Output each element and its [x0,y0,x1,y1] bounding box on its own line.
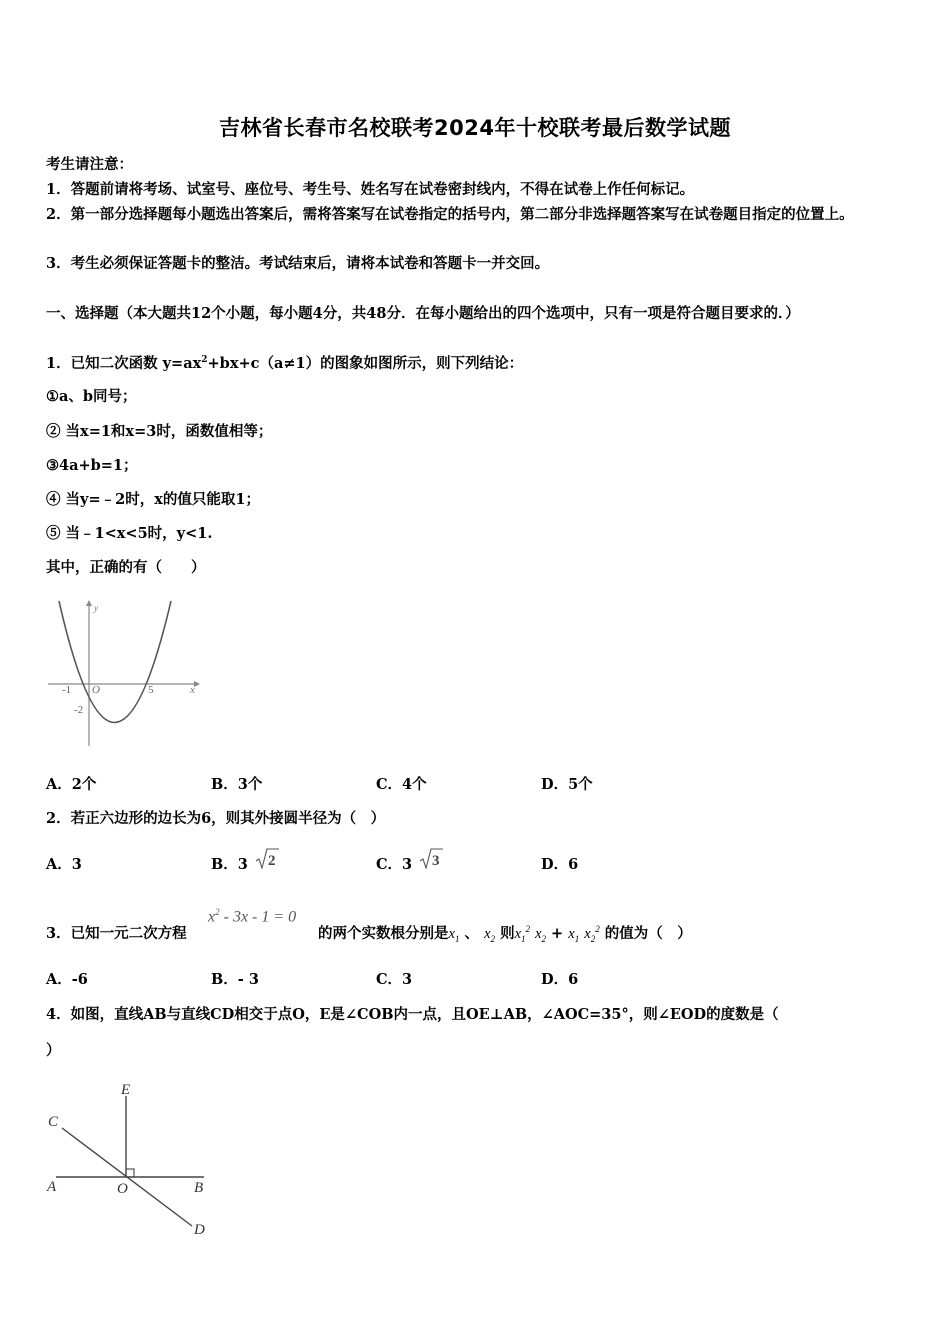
q3-plus: + [546,925,569,942]
q3-x2: x [484,926,491,942]
point-c-label: C [48,1114,59,1130]
q1-statement-5: ⑤ 当﹣1<x<5时，y<1. [46,525,213,542]
q3-option-d: D．6 [541,971,579,988]
q1-option-c: C．4个 [376,776,427,793]
q2-option-c-text: C．3 [376,856,413,873]
q3-stem [318,922,692,944]
sqrt-3-radicand: 3 [432,853,440,869]
origin-label: O [92,684,100,696]
notice-item-1: 1．答题前请将考场、试室号、座位号、考生号、姓名写在试卷密封线内，不得在试卷上作任何标记。 [46,181,695,198]
q2-option-b [211,853,279,876]
q3-expr4: x [584,926,591,942]
point-b-label: B [194,1180,204,1196]
q1-option-a: A．2个 [46,776,97,793]
sqrt-sign-icon [419,848,443,870]
q1-stem-b: +bx+c（a≠1）的图象如图所示，则下列结论： [207,355,524,372]
notice-item-3: 3．考生必须保证答题卡的整洁。考试结束后，请将本试卷和答题卡一并交回。 [46,255,550,272]
sqrt-3 [419,848,443,870]
page-title: 吉林省长春市名校联考2024年十校联考最后数学试题 [219,116,731,140]
q3-expr4-sup: 2 [595,924,600,935]
q3-x1-sub: 1 [454,933,460,944]
q3-option-c: C．3 [376,971,413,988]
y-axis-arrow [86,600,92,606]
q4-stem-line1: 4．如图，直线AB与直线CD相交于点O，E是∠COB内一点，且OE⊥AB，∠AOC=35°，则∠EOD的度数是（ [46,1006,779,1023]
point-o-label: O [117,1181,128,1197]
q3-option-a: A．-6 [46,971,88,988]
q3-eq-rest: - 3x - 1 = 0 [219,908,297,926]
q3-sep: 、 [464,925,479,942]
parabola-graph [46,596,206,752]
q3-x1: x [448,926,455,942]
q3-post: 的值为（ ） [604,925,692,942]
q3-expr1-sup: 2 [525,924,530,935]
q3-stem-mid: 的两个实数根分别是 [318,925,449,942]
q3-equation [208,907,296,926]
q1-option-b: B．3个 [211,776,263,793]
q2-option-b-text: B．3 [211,856,248,873]
point-a-label: A [47,1179,57,1195]
q3-expr3: x [568,926,575,942]
q1-stem [46,352,523,373]
q2-option-c [376,853,443,876]
point-e-label: E [121,1082,131,1098]
lines-diagram [44,1076,214,1242]
q1-stem-a: 1．已知二次函数 y=ax [46,355,202,372]
q3-expr3-sub: 1 [574,933,580,944]
right-angle-mark [126,1169,134,1177]
q3-expr1-sub: 1 [521,933,526,944]
q4-stem-line2: ） [46,1042,61,1059]
q3-expr4-sub: 2 [590,933,596,944]
q1-stem-sup: 2 [201,355,208,366]
q3-eq-sup: 2 [215,907,220,917]
x-axis-label: x [190,684,195,696]
tick-label-5: 5 [148,684,154,696]
notice-item-2: 2．第一部分选择题每小题选出答案后，需将答案写在试卷指定的括号内，第二部分非选择题答案写在试卷题目指定的位置上。 [46,206,854,223]
notice-heading: 考生请注意： [46,156,133,173]
q3-x2-sub: 2 [490,933,495,944]
q3-option-b: B．- 3 [211,971,259,988]
y-axis-label: y [94,603,98,613]
x-axis-arrow [194,681,200,687]
point-d-label: D [194,1222,205,1238]
q1-option-d: D．5个 [541,776,593,793]
q2-option-a: A．3 [46,856,82,873]
q3-expr1: x [514,926,521,942]
sqrt-sign-icon [255,848,279,870]
q3-stem-pre: 3．已知一元二次方程 [46,925,187,942]
q1-statement-3: ③4a+b=1； [46,457,138,474]
q3-expr2-sub: 2 [541,933,546,944]
q1-ask: 其中，正确的有（ ） [46,559,206,576]
q2-option-d: D．6 [541,856,579,873]
sqrt-2-radicand: 2 [267,853,276,869]
sqrt-2 [255,848,279,870]
tick-label-neg1: -1 [62,684,72,696]
q3-expr2: x [535,926,542,942]
q3-then: 则 [500,925,515,942]
q3-eq-x: x [208,908,216,926]
q1-statement-1: ①a、b同号； [46,388,137,405]
tick-label-neg2: -2 [74,704,84,716]
q2-stem: 2．若正六边形的边长为6，则其外接圆半径为（ ） [46,810,386,827]
section-heading: 一、选择题（本大题共12个小题，每小题4分，共48分．在每小题给出的四个选项中，只有一项是符合题目要求的．） [46,305,800,322]
q1-statement-4: ④ 当y=﹣2时，x的值只能取1； [46,491,260,508]
q1-statement-2: ② 当x=1和x=3时，函数值相等； [46,423,273,440]
